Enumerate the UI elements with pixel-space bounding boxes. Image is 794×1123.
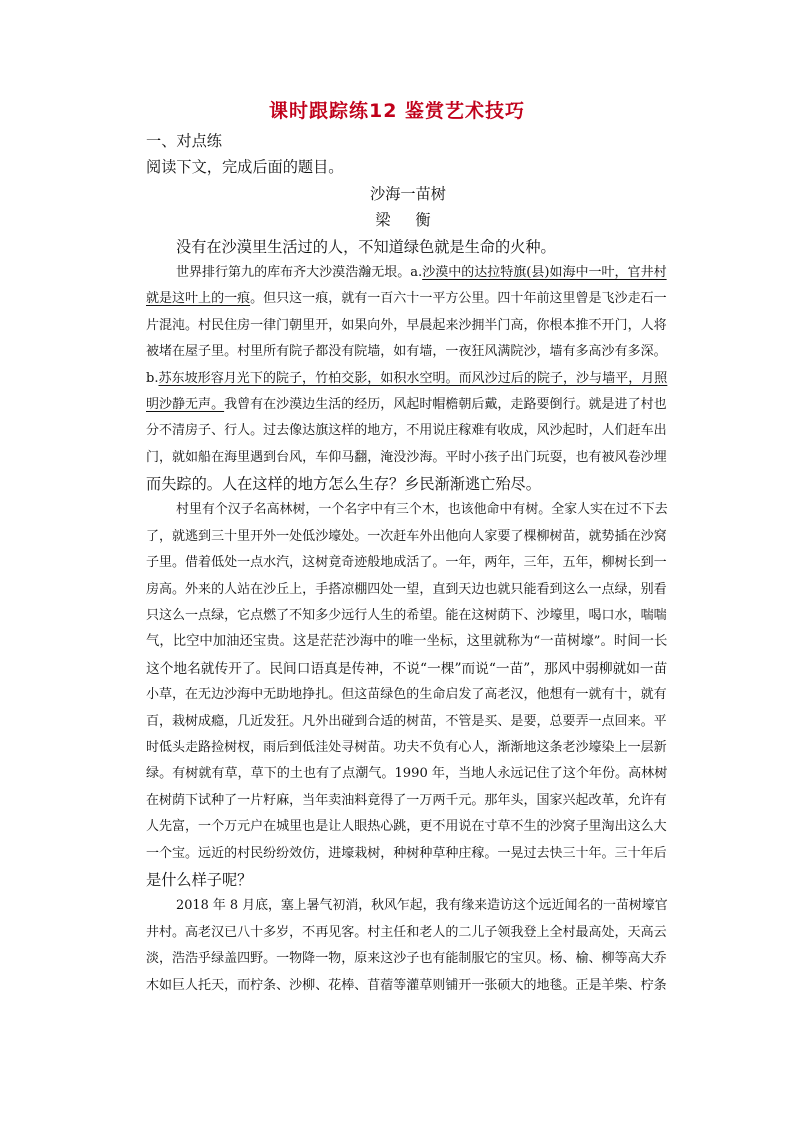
paragraph-line: 只这么一点绿，它点燃了不知多少远行人生的希望。能在这树荫下、沙壕里，喝口水，喘喘 bbox=[146, 608, 667, 624]
paragraph-line: 木如巨人托天，而柠条、沙柳、花棒、苜蓿等灌草则铺开一张硕大的地毯。正是羊柴、柠条 bbox=[146, 977, 667, 993]
paragraph-line bbox=[146, 286, 670, 312]
text-span: 。但只这一痕，就有一百六十一平方公里。四十年前这里曾是飞沙走石一 bbox=[250, 291, 667, 307]
paragraph-line: 一个宝。远近的村民纷纷效仿，进壕栽树，种树种草种庄稼。一晃过去快三十年。三十年后 bbox=[146, 845, 667, 861]
underlined-sentence-a: 沙漠中的达拉特旗(县)如海中一叶，官井村 bbox=[422, 264, 667, 280]
text-span: 世界排行第九的库布齐大沙漠浩瀚无垠。a. bbox=[176, 264, 423, 280]
paragraph-line: 分不清房子、行人。过去像达旗这样的地方，不用说庄稼难有收成，风沙起时，人们赶车出 bbox=[146, 423, 667, 439]
paragraph-line: 片混沌。村民住房一律门朝里开，如果向外，早晨起来沙拥半门高，你根本推不开门，人将 bbox=[146, 317, 667, 333]
section-heading: 一、对点练 bbox=[146, 132, 222, 150]
instruction-text: 阅读下文，完成后面的题目。 bbox=[146, 158, 344, 177]
page-title: 课时跟踪练12 鉴赏艺术技巧 bbox=[268, 100, 526, 122]
paragraph-line: 小草，在无边沙海中无助地挣扎。但这苗绿色的生命启发了高老汉，他想有一就有十，就有 bbox=[146, 687, 667, 703]
paragraph-line: 这个地名就传开了。民间口语真是传神，不说“一棵”而说“一苗”，那风中弱柳就如一苗 bbox=[146, 660, 668, 677]
paragraph-line: 百，栽树成瘾，几近发狂。凡外出碰到合适的树苗，不管是买、是要，总要弄一点回来。平 bbox=[146, 713, 667, 729]
underlined-sentence-a: 就是这叶上的一痕 bbox=[146, 291, 251, 307]
paragraph-line bbox=[146, 260, 670, 286]
paragraph-line: 而失踪的。人在这样的地方怎么生存？乡民渐渐逃亡殆尽。 bbox=[146, 475, 541, 494]
text-span: b. bbox=[146, 370, 159, 386]
paragraph-line: 时低头走路捡树杈，雨后到低洼处寻树苗。功夫不负有心人，渐渐地这条老沙壕染上一层新 bbox=[146, 739, 667, 755]
paragraph-line: 村里有个汉子名高林树，一个名字中有三个木，也该他命中有树。全家人实在过不下去 bbox=[176, 502, 668, 518]
paragraph-line: 在树荫下试种了一片籽麻，当年卖油料竟得了一万两千元。那年头，国家兴起改革，允许有 bbox=[146, 792, 667, 808]
text-span: 我曾有在沙漠边生活的经历，风起时帽檐朝后戴，走路要倒行。就是进了村也 bbox=[224, 396, 667, 412]
article-title: 沙海一苗树 bbox=[370, 184, 446, 203]
paragraph-line: 门，就如船在海里遇到台风，车仰马翻，淹没沙海。平时小孩子出门玩耍，也有被风卷沙埋 bbox=[146, 449, 667, 465]
paragraph-line: 房高。外来的人站在沙丘上，手搭凉棚四处一望，直到天边也就只能看到这么一点绿，别看 bbox=[146, 581, 667, 597]
paragraph-line: 被堵在屋子里。村里所有院子都没有院墙，如有墙，一夜狂风满院沙，墙有多高沙有多深。 bbox=[146, 344, 667, 360]
paragraph-line: 没有在沙漠里生活过的人，不知道绿色就是生命的火种。 bbox=[176, 237, 556, 256]
paragraph-line: 人先富，一个万元户在城里也是让人眼热心跳，更不用说在寸草不生的沙窝子里淘出这么大 bbox=[146, 819, 667, 835]
paragraph-line bbox=[146, 366, 670, 392]
paragraph-line: 绿。有树就有草，草下的土也有了点潮气。1990 年，当地人永远记住了这个年份。高林树 bbox=[146, 766, 668, 782]
paragraph-line bbox=[146, 392, 670, 418]
paragraph-line: 淡，浩浩乎绿盖四野。一物降一物，原来这沙子也有能制服它的宝贝。杨、榆、柳等高大乔 bbox=[146, 951, 667, 967]
paragraph-line: 气，比空中加油还宝贵。这是茫茫沙海中的唯一坐标，这里就称为“一苗树壕”。时间一长 bbox=[146, 634, 668, 650]
paragraph-line: 子里。借着低处一点水汽，这树竟奇迹般地成活了。一年，两年，三年，五年，柳树长到一 bbox=[146, 555, 667, 571]
document-body bbox=[146, 128, 670, 999]
article-author: 梁 衡 bbox=[375, 211, 441, 230]
paragraph-line: 是什么样子呢？ bbox=[146, 870, 253, 889]
paragraph-line: 井村。高老汉已八十多岁，不再见客。村主任和老人的二儿子领我登上全村最高处，天高云 bbox=[146, 924, 667, 940]
underlined-sentence-b: 明沙静无声。 bbox=[146, 396, 225, 412]
underlined-sentence-b: 苏东坡形容月光下的院子，竹柏交影，如积水空明。而风沙过后的院子，沙与墙平，月照 bbox=[158, 370, 668, 386]
paragraph-line: 了，就逃到三十里开外一处低沙壕处。一次赶车外出他向人家要了棵柳树苗，就势插在沙窝 bbox=[146, 528, 667, 544]
paragraph-line: 2018 年 8 月底，塞上暑气初消，秋风乍起，我有缘来造访这个远近闻名的一苗树壕官 bbox=[176, 898, 668, 914]
